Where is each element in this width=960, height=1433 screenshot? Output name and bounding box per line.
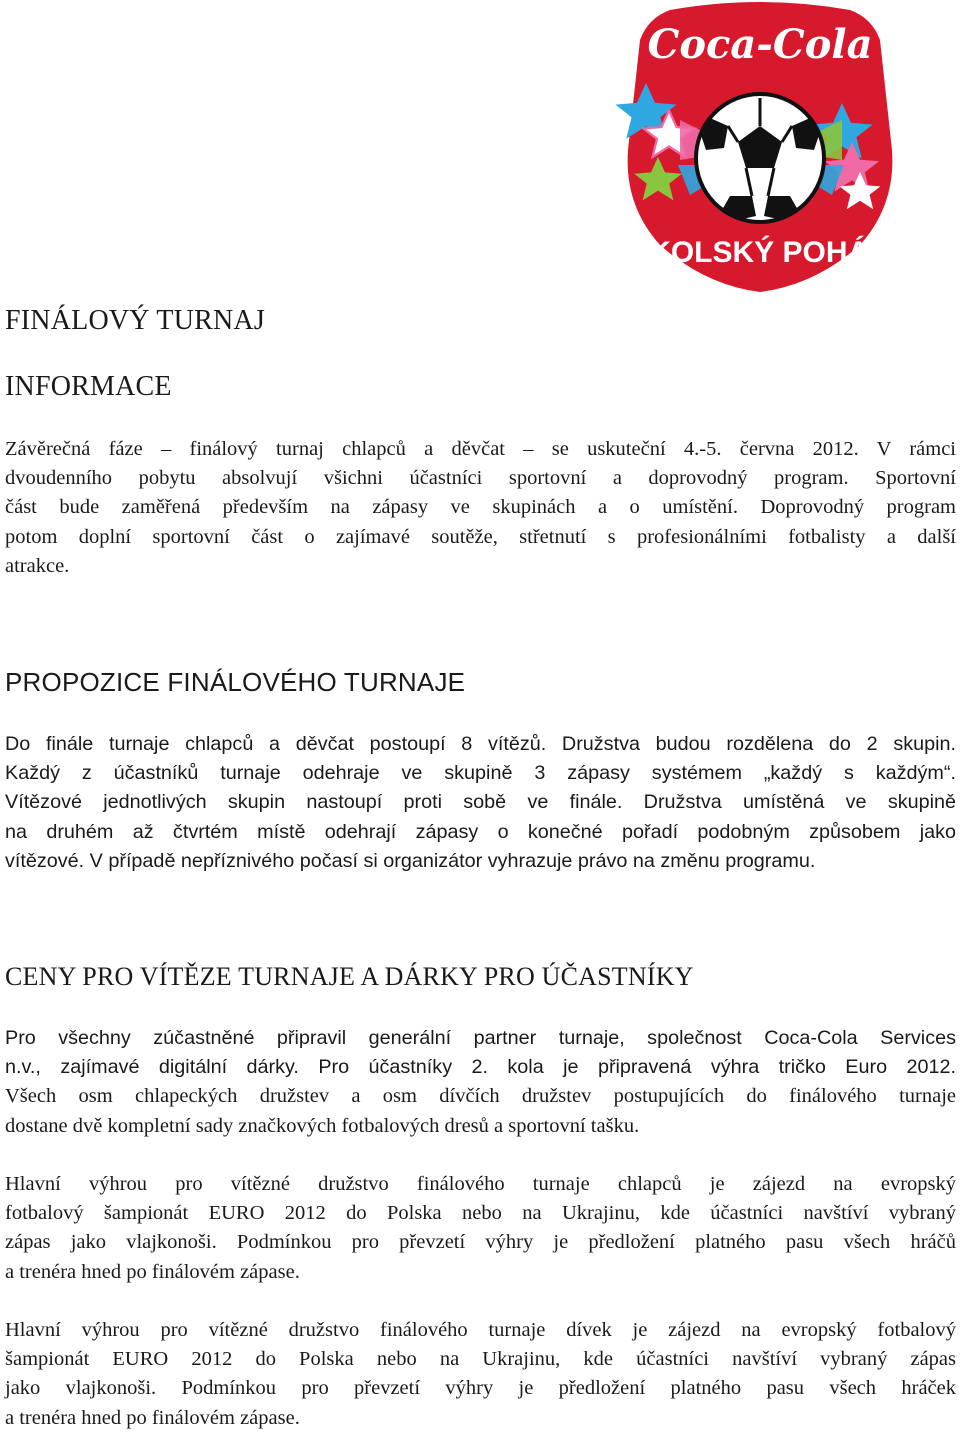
paragraph-main-prize-boys <box>5 1170 956 1287</box>
text-line: vítězové. V případě nepříznivého počasí si organizátor vyhrazuje právo na změnu programu. <box>5 849 816 872</box>
text-line: dostane dvě kompletní sady značkových fotbalových dresů a sportovní tašku. <box>5 1114 640 1137</box>
paragraph-main-prize-girls <box>5 1316 956 1433</box>
text-line: atrakce. <box>5 554 70 577</box>
text-line: Hlavní výhrou pro vítězné družstvo finálového turnaje chlapců je zájezd na evropský <box>5 1173 956 1195</box>
text-line: Hlavní výhrou pro vítězné družstvo finálového turnaje dívek je zájezd na evropský fotbalový <box>5 1319 956 1341</box>
section-heading-propozice: PROPOZICE FINÁLOVÉHO TURNAJE <box>5 667 466 697</box>
text-line: n.v., zajímavé digitální dárky. Pro účastníky 2. kola je připravená výhra tričko Euro 2012. <box>5 1056 956 1079</box>
text-line: část bude zaměřená především na zápasy ve skupinách a o umístění. Doprovodný program <box>5 496 956 519</box>
text-line: a trenéra hned po finálovém zápase. <box>5 1260 300 1283</box>
text-line: zápas jako vlajkonoši. Podmínkou pro převzetí výhry je předložení platného pasu všech hráčů <box>5 1231 956 1254</box>
text-line: Všech osm chlapeckých družstev a osm dívčích družstev postupujících do finálového turnaje <box>5 1085 956 1108</box>
text-line: Pro všechny zúčastněné připravil generální partner turnaje, společnost Coca-Cola Services <box>5 1027 956 1049</box>
text-line: Vítězové jednotlivých skupin nastoupí proti sobě ve finále. Družstva umístěná ve skupině <box>5 791 956 814</box>
paragraph-propozice <box>5 730 956 876</box>
text-line: na druhém až čtvrtém místě odehrají zápasy o konečné pořadí podobným způsobem jako <box>5 820 956 843</box>
paragraph-ceny <box>5 1024 956 1141</box>
text-line: fotbalový šampionát EURO 2012 do Polska nebo na Ukrajinu, kde účastníci navštíví vybraný <box>5 1202 956 1225</box>
text-line: a trenéra hned po finálovém zápase. <box>5 1406 300 1429</box>
text-line: dvoudenního pobytu absolvují všichni účastníci sportovní a doprovodný program. Sportovní <box>5 467 956 490</box>
logo-brand-text: Coca-Cola <box>647 21 873 68</box>
paragraph-info <box>5 435 956 581</box>
text-line: Závěrečná fáze – finálový turnaj chlapců a děvčat – se uskuteční 4.-5. června 2012. V rámci <box>5 438 956 460</box>
text-line: šampionát EURO 2012 do Polska nebo na Ukrajinu, kde účastníci navštíví vybraný zápas <box>5 1348 956 1371</box>
text-line: jako vlajkonoši. Podmínkou pro převzetí výhry je předložení platného pasu všech hráček <box>5 1377 956 1400</box>
page-title: FINÁLOVÝ TURNAJ <box>5 305 265 336</box>
logo-subtitle-text: ŠKOLSKÝ POHÁR <box>629 236 891 269</box>
section-heading-ceny: CENY PRO VÍTĚZE TURNAJE A DÁRKY PRO ÚČASTNÍKY <box>5 962 694 991</box>
soccer-ball-icon <box>696 94 824 222</box>
text-line: Do finále turnaje chlapců a děvčat postoupí 8 vítězů. Družstva budou rozdělena do 2 skupin. <box>5 733 956 755</box>
section-heading-info: INFORMACE <box>5 371 172 402</box>
coca-cola-skolsky-pohar-logo <box>610 0 910 292</box>
text-line: potom doplní sportovní část o zajímavé soutěže, střetnutí s profesionálními fotbalisty a další <box>5 525 956 548</box>
text-line: Každý z účastníků turnaje odehraje ve skupině 3 zápasy systémem „každý s každým“. <box>5 762 956 785</box>
